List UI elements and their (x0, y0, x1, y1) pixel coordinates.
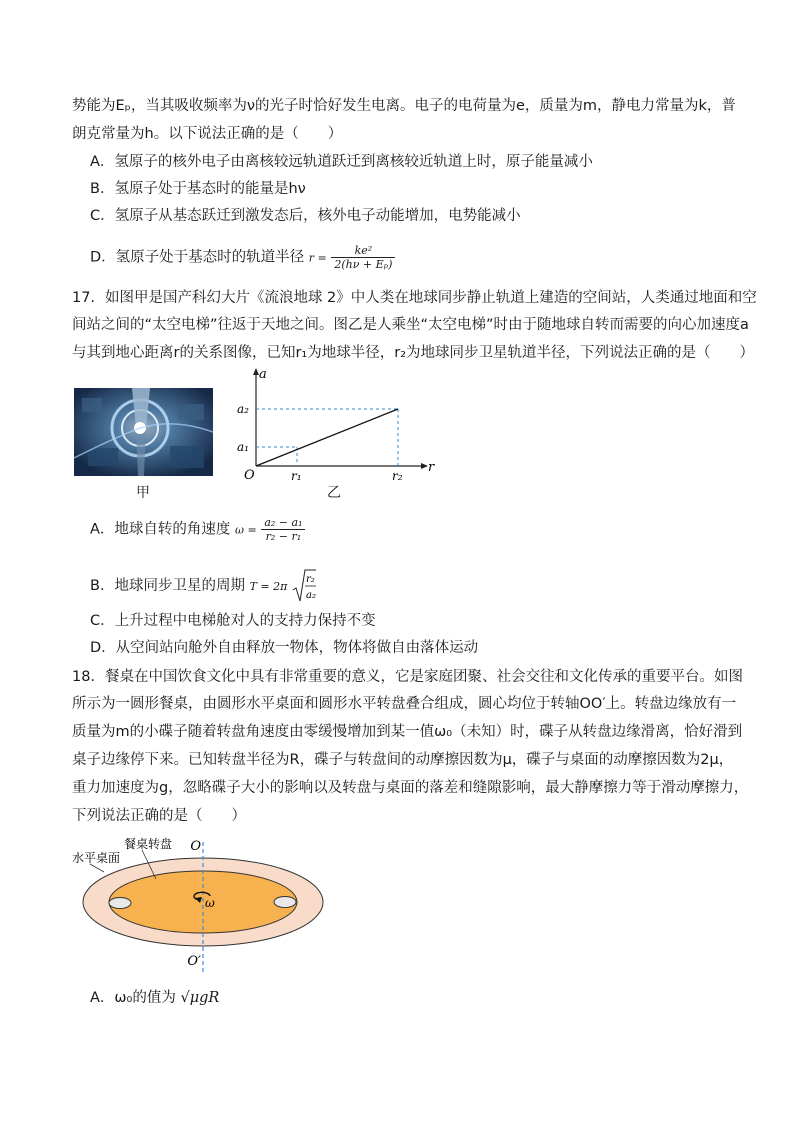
axis-top-label: O (190, 839, 201, 854)
omega-label: ω (205, 896, 215, 910)
q17-stem-line1: 17．如图甲是国产科幻大片《流浪地球 2》中人类在地球同步静止轨道上建造的空间站，人类通过地面和空 (72, 290, 757, 306)
dish-left (109, 898, 131, 909)
q16-option-d-lhs: r = (308, 251, 327, 265)
q18-stem-line4: 桌子边缘停下来。已知转盘半径为R，碟子与转盘间的动摩擦因数为μ，碟子与桌面的动摩擦因数为2μ， (72, 752, 734, 768)
caption-yi: 乙 (327, 485, 341, 501)
q17-option-a-fraction (261, 516, 305, 543)
sqrt-denominator: a₂ (305, 590, 316, 601)
r2-tick-label: r₂ (392, 469, 403, 481)
dish-right (274, 897, 296, 908)
a-vs-r-line (256, 409, 398, 466)
x-axis-arrow-icon (421, 463, 428, 469)
fraction-denominator: r₂ − r₁ (265, 530, 302, 543)
q16-option-a: A．氢原子的核外电子由离核较远轨道跃迁到离核较近轨道上时，原子能量减小 (90, 154, 593, 170)
axis-bottom-label: O′ (187, 954, 201, 969)
q18-stem-line2: 所示为一圆形餐桌，由圆形水平桌面和圆形水平转盘叠合组成，圆心均位于转轴OO′上。转盘边缘放有一 (72, 696, 737, 712)
q17-option-a (90, 516, 305, 543)
table-top-label: 水平桌面 (72, 851, 121, 865)
sqrt-numerator: r₂ (305, 574, 315, 585)
fraction-numerator: ke² (331, 244, 395, 258)
q18-stem-line1: 18．餐桌在中国饮食文化中具有非常重要的意义，它是家庭团聚、社会交往和文化传承的重要平台。如图 (72, 669, 743, 685)
q16-option-b: B．氢原子处于基态时的能量是hν (90, 181, 306, 197)
y-axis-label: a (259, 367, 267, 382)
q17-option-b (90, 568, 316, 604)
q17-option-b-text: B．地球同步卫星的周期 (90, 578, 245, 594)
q16-stem-line2: 朗克常量为h。以下说法正确的是（ ） (72, 126, 343, 142)
q18-option-a-value: √μgR (180, 990, 220, 1006)
q17-option-b-lhs: T = 2π (249, 580, 288, 593)
a2-tick-label: a₂ (237, 402, 249, 416)
q18-option-a-text: A．ω₀的值为 (90, 990, 176, 1006)
q16-option-d-text: D．氢原子处于基态时的轨道半径 (90, 249, 305, 266)
q17-option-b-sqrt (292, 568, 316, 604)
q17-option-a-text: A．地球自转的角速度 (90, 521, 231, 538)
x-axis-label: r (428, 460, 435, 475)
q16-option-d-fraction (331, 244, 395, 271)
q18-option-a (90, 988, 219, 1008)
a1-tick-label: a₁ (237, 440, 249, 454)
turntable-label: 餐桌转盘 (124, 837, 173, 851)
caption-jia: 甲 (136, 485, 150, 501)
q17-option-a-lhs: ω = (235, 523, 257, 537)
q18-stem-line3: 质量为m的小碟子随着转盘角速度由零缓慢增加到某一值ω₀（未知）时，碟子从转盘边缘滑离，恰好滑到 (72, 724, 743, 740)
q17-stem-line2: 间站之间的“太空电梯”往返于天地之间。图乙是人乘坐“太空电梯”时由于随地球自转而需要的向心加速度a (72, 317, 749, 333)
fraction-denominator: 2(hν + Eₚ) (334, 258, 393, 271)
q17-stem-line3: 与其到地心距离r的关系图像，已知r₁为地球半径，r₂为地球同步卫星轨道半径，下列说法正确的是（ ） (72, 345, 755, 361)
a-r-graph (228, 366, 438, 481)
origin-label: O (244, 468, 255, 481)
fraction-numerator: a₂ − a₁ (261, 516, 305, 530)
q17-option-c: C．上升过程中电梯舱对人的支持力保持不变 (90, 613, 376, 629)
q18-stem-line6: 下列说法正确的是（ ） (72, 808, 246, 824)
q17-option-d: D．从空间站向舱外自由释放一物体，物体将做自由落体运动 (90, 640, 479, 656)
q16-stem-line1: 势能为Eₚ，当其吸收频率为ν的光子时恰好发生电离。电子的电荷量为e，质量为m，静电力常量为k，普 (72, 98, 736, 114)
r1-tick-label: r₁ (291, 469, 302, 481)
q16-option-d (90, 244, 395, 271)
q16-option-c: C．氢原子从基态跃迁到激发态后，核外电子动能增加，电势能减小 (90, 208, 521, 224)
q18-stem-line5: 重力加速度为g，忽略碟子大小的影响以及转盘与桌面的落差和缝隙影响，最大静摩擦力等于滑动摩擦力， (72, 780, 749, 796)
space-station-photo (74, 388, 213, 476)
round-table-diagram (64, 830, 324, 978)
